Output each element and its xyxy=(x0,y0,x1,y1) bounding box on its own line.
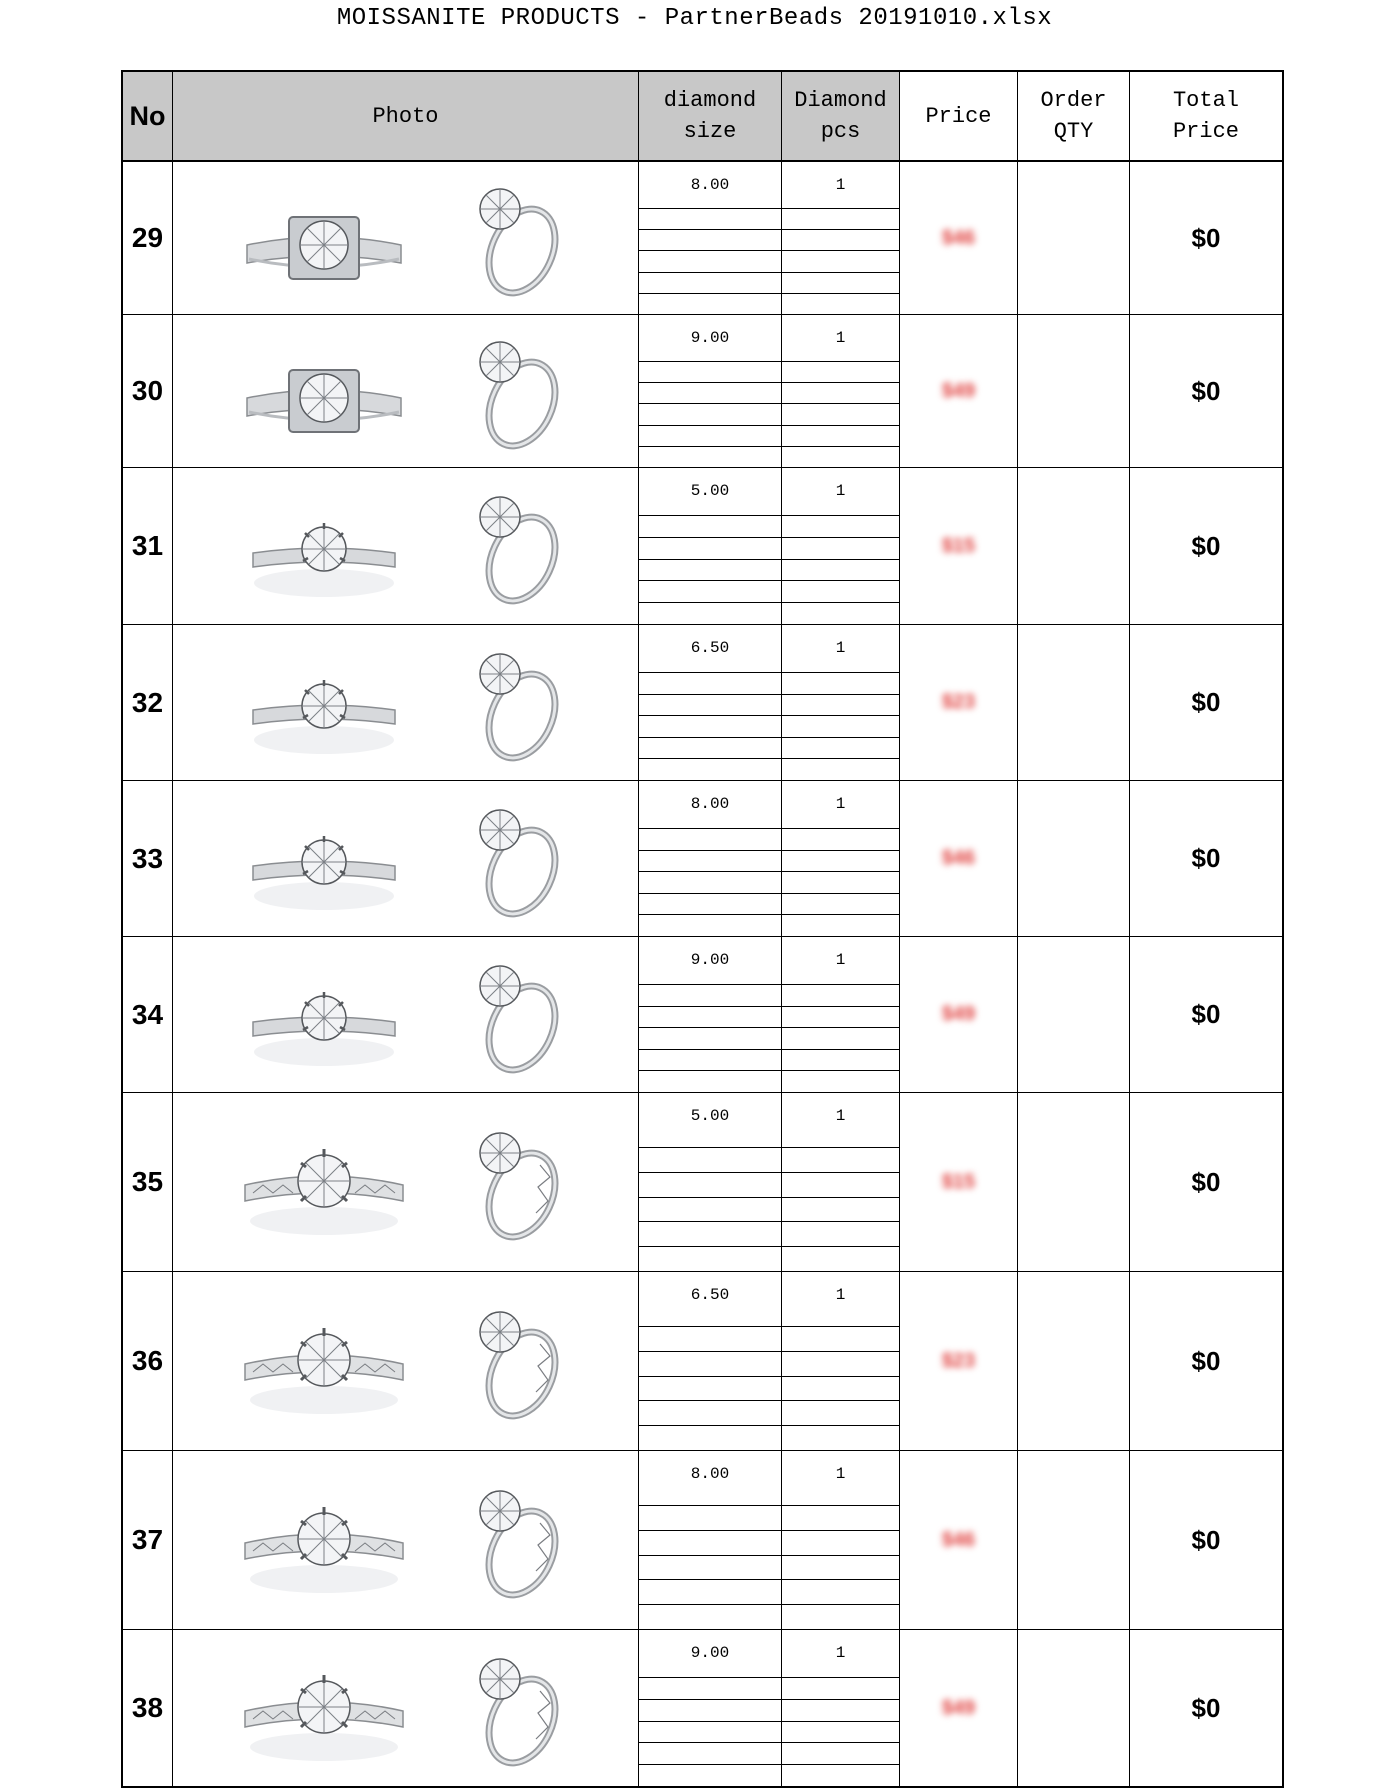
document-title: MOISSANITE PRODUCTS - PartnerBeads 20191010.xlsx xyxy=(336,5,1053,32)
diamond-size-cell xyxy=(639,1630,782,1786)
price-cell xyxy=(900,1451,1018,1629)
table-row xyxy=(123,625,1282,781)
total-price-value: $0 xyxy=(1191,843,1221,873)
header-diamond-pcs: Diamond pcs xyxy=(782,72,900,160)
table-row xyxy=(123,162,1282,315)
ring-front-view xyxy=(239,648,409,758)
ring-side-view xyxy=(462,950,572,1080)
product-photo xyxy=(173,315,639,467)
product-photo xyxy=(173,937,639,1092)
ring-front-view xyxy=(239,804,409,914)
diamond-size-value: 8.00 xyxy=(690,1465,730,1483)
diamond-pcs-value: 1 xyxy=(835,1107,846,1125)
diamond-size-cell xyxy=(639,1451,782,1629)
product-photo xyxy=(173,1630,639,1786)
diamond-pcs-cell xyxy=(782,162,900,314)
product-photo xyxy=(173,162,639,314)
price-cell xyxy=(900,162,1018,314)
diamond-size-value: 8.00 xyxy=(690,176,730,194)
order-qty-cell[interactable] xyxy=(1018,1272,1130,1450)
total-price-value: $0 xyxy=(1191,1166,1221,1197)
ring-front-view xyxy=(239,960,409,1070)
header-diamond-size: diamond size xyxy=(639,72,782,160)
diamond-size-cell xyxy=(639,468,782,624)
table-row xyxy=(123,1272,1282,1451)
diamond-pcs-cell xyxy=(782,781,900,936)
diamond-size-cell xyxy=(639,625,782,780)
diamond-pcs-cell xyxy=(782,1630,900,1786)
row-number: 34 xyxy=(123,937,173,1092)
row-number: 37 xyxy=(123,1451,173,1629)
diamond-size-value: 9.00 xyxy=(690,951,730,969)
diamond-size-value: 9.00 xyxy=(690,1644,730,1662)
price-cell xyxy=(900,625,1018,780)
ring-side-view xyxy=(462,794,572,924)
product-photo xyxy=(173,1093,639,1271)
product-photo xyxy=(173,1272,639,1450)
ring-side-view xyxy=(462,326,572,456)
price-cell xyxy=(900,315,1018,467)
row-number: 31 xyxy=(123,468,173,624)
table-row xyxy=(123,937,1282,1093)
diamond-size-cell xyxy=(639,781,782,936)
price-value: $49 xyxy=(941,379,976,402)
order-qty-cell[interactable] xyxy=(1018,937,1130,1092)
ring-side-view xyxy=(462,638,572,768)
diamond-pcs-cell xyxy=(782,625,900,780)
price-value: $15 xyxy=(941,534,976,557)
diamond-pcs-cell xyxy=(782,937,900,1092)
ring-front-view xyxy=(239,491,409,601)
diamond-pcs-value: 1 xyxy=(835,1465,846,1483)
ring-front-view xyxy=(239,1653,409,1763)
diamond-size-value: 5.00 xyxy=(690,1107,730,1125)
total-price-value: $0 xyxy=(1191,1524,1221,1555)
diamond-pcs-value: 1 xyxy=(835,795,846,813)
row-number: 33 xyxy=(123,781,173,936)
diamond-size-cell xyxy=(639,315,782,467)
ring-front-view xyxy=(239,1127,409,1237)
row-number: 38 xyxy=(123,1630,173,1786)
price-cell xyxy=(900,937,1018,1092)
order-qty-cell[interactable] xyxy=(1018,1630,1130,1786)
header-total-price: Total Price xyxy=(1130,72,1282,160)
diamond-size-value: 6.50 xyxy=(690,639,730,657)
price-cell xyxy=(900,468,1018,624)
ring-side-view xyxy=(462,1296,572,1426)
total-price-value: $0 xyxy=(1191,530,1221,561)
product-photo xyxy=(173,781,639,936)
product-photo xyxy=(173,1451,639,1629)
diamond-size-value: 5.00 xyxy=(690,482,730,500)
price-cell xyxy=(900,1272,1018,1450)
ring-side-view xyxy=(462,481,572,611)
price-cell xyxy=(900,1630,1018,1786)
price-value: $46 xyxy=(941,1528,976,1551)
price-value: $23 xyxy=(941,1349,976,1372)
price-cell xyxy=(900,1093,1018,1271)
total-price-value: $0 xyxy=(1191,1345,1221,1376)
ring-side-view xyxy=(462,1117,572,1247)
diamond-pcs-cell xyxy=(782,468,900,624)
table-row xyxy=(123,1630,1282,1786)
table-row xyxy=(123,468,1282,625)
product-photo xyxy=(173,468,639,624)
diamond-pcs-value: 1 xyxy=(835,176,846,194)
diamond-pcs-value: 1 xyxy=(835,482,846,500)
row-number: 36 xyxy=(123,1272,173,1450)
diamond-size-value: 9.00 xyxy=(690,329,730,347)
ring-front-view xyxy=(239,1306,409,1416)
diamond-size-cell xyxy=(639,937,782,1092)
diamond-size-cell xyxy=(639,162,782,314)
total-price-value: $0 xyxy=(1191,1692,1221,1723)
order-qty-cell[interactable] xyxy=(1018,1451,1130,1629)
diamond-pcs-value: 1 xyxy=(835,951,846,969)
row-number: 29 xyxy=(123,162,173,314)
ring-side-view xyxy=(462,1475,572,1605)
order-qty-cell[interactable] xyxy=(1018,781,1130,936)
ring-front-view xyxy=(239,336,409,446)
row-number: 32 xyxy=(123,625,173,780)
row-number: 30 xyxy=(123,315,173,467)
diamond-pcs-cell xyxy=(782,1451,900,1629)
total-price-value: $0 xyxy=(1191,222,1221,253)
header-order-qty: Order QTY xyxy=(1018,72,1130,160)
product-table xyxy=(121,70,1284,1788)
ring-side-view xyxy=(462,173,572,303)
order-qty-cell[interactable] xyxy=(1018,1093,1130,1271)
diamond-pcs-value: 1 xyxy=(835,1286,846,1304)
price-value: $49 xyxy=(941,1003,976,1025)
diamond-pcs-value: 1 xyxy=(835,329,846,347)
table-row xyxy=(123,315,1282,468)
ring-front-view xyxy=(239,1485,409,1595)
table-row xyxy=(123,1451,1282,1630)
ring-front-view xyxy=(239,183,409,293)
order-qty-cell[interactable] xyxy=(1018,315,1130,467)
price-value: $46 xyxy=(941,226,976,249)
diamond-size-cell xyxy=(639,1272,782,1450)
table-row xyxy=(123,1093,1282,1272)
header-no: No xyxy=(123,72,173,160)
table-body xyxy=(123,162,1282,1786)
diamond-pcs-cell xyxy=(782,1093,900,1271)
header-price: Price xyxy=(900,72,1018,160)
diamond-pcs-cell xyxy=(782,1272,900,1450)
total-price-value: $0 xyxy=(1191,999,1221,1029)
table-header-row xyxy=(123,72,1282,162)
total-price-value: $0 xyxy=(1191,687,1221,717)
diamond-size-value: 8.00 xyxy=(690,795,730,813)
price-value: $15 xyxy=(941,1170,976,1193)
order-qty-cell[interactable] xyxy=(1018,468,1130,624)
diamond-pcs-value: 1 xyxy=(835,639,846,657)
ring-side-view xyxy=(462,1643,572,1773)
row-number: 35 xyxy=(123,1093,173,1271)
diamond-pcs-cell xyxy=(782,315,900,467)
price-value: $46 xyxy=(941,847,976,869)
diamond-size-cell xyxy=(639,1093,782,1271)
table-row xyxy=(123,781,1282,937)
product-photo xyxy=(173,625,639,780)
header-photo: Photo xyxy=(173,72,639,160)
price-value: $49 xyxy=(941,1696,976,1719)
total-price-value: $0 xyxy=(1191,375,1221,406)
order-qty-cell[interactable] xyxy=(1018,162,1130,314)
diamond-size-value: 6.50 xyxy=(690,1286,730,1304)
price-cell xyxy=(900,781,1018,936)
price-value: $23 xyxy=(941,691,976,713)
diamond-pcs-value: 1 xyxy=(835,1644,846,1662)
order-qty-cell[interactable] xyxy=(1018,625,1130,780)
